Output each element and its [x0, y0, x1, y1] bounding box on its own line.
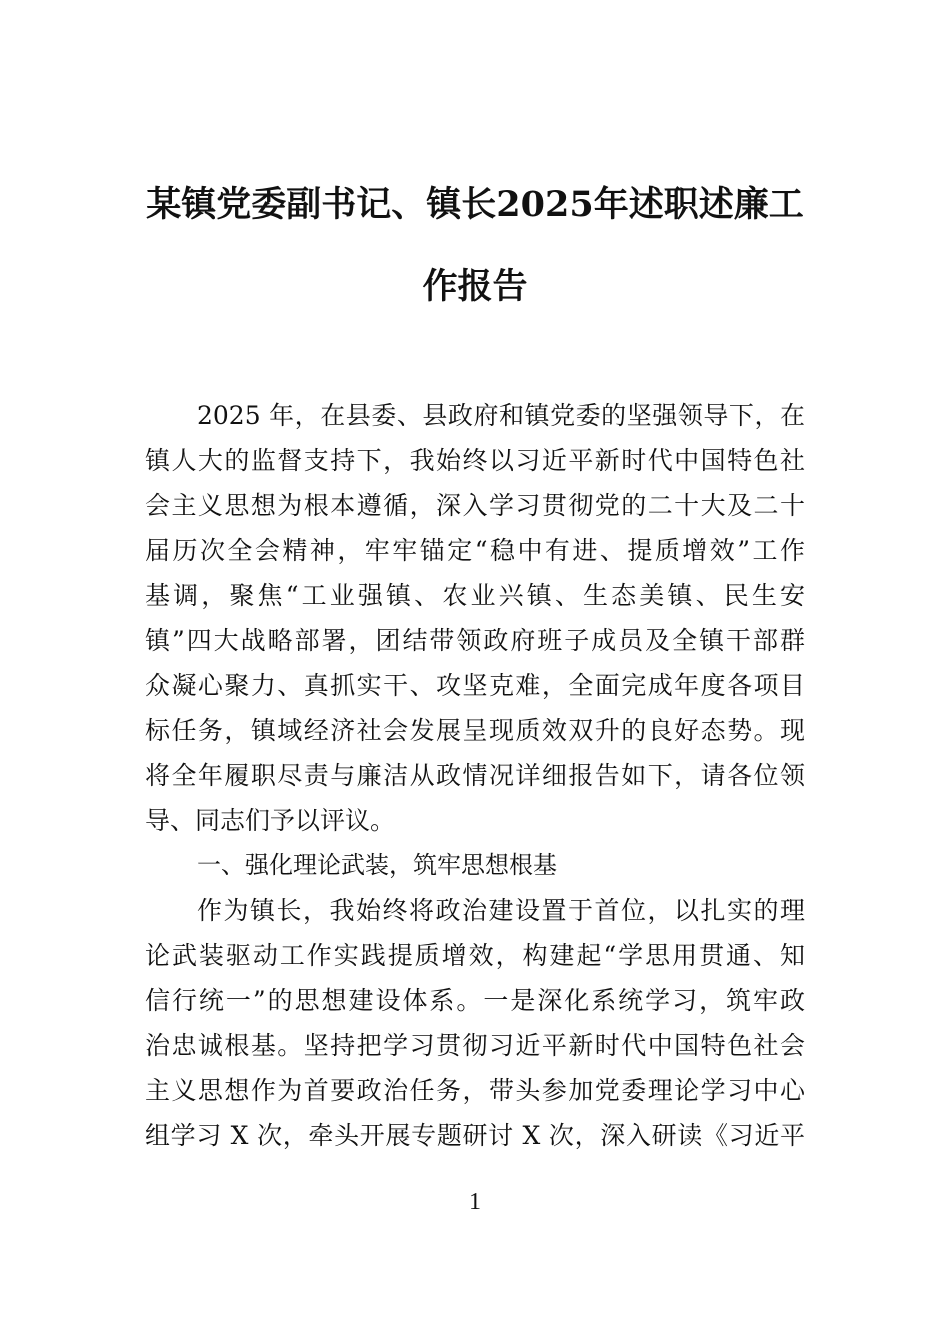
- title-line-1: 某镇党委副书记、镇长2025年述职述廉工: [146, 184, 804, 225]
- text-line: 将全年履职尽责与廉洁从政情况详细报告如下，请各位领: [145, 761, 805, 790]
- text-line: 组学习 X 次，牵头开展专题研讨 X 次，深入研读《习近平: [145, 1121, 805, 1150]
- page-number: 1: [469, 1189, 481, 1215]
- text-line: 治忠诚根基。坚持把学习贯彻习近平新时代中国特色社会: [145, 1031, 805, 1060]
- paragraph-section-1: [145, 888, 805, 1158]
- text-line: 2025 年，在县委、县政府和镇党委的坚强领导下，在: [197, 401, 805, 430]
- title-line-2: 作报告: [422, 266, 528, 307]
- section-heading-text: 一、强化理论武装，筑牢思想根基: [197, 851, 557, 879]
- document-body: [145, 393, 805, 1158]
- text-line: 主义思想作为首要政治任务，带头参加党委理论学习中心: [145, 1076, 805, 1105]
- document-title: [140, 164, 810, 328]
- paragraph-intro: [145, 393, 805, 843]
- text-line: 导、同志们予以评议。: [145, 806, 396, 835]
- section-heading: [145, 843, 805, 888]
- text-line: 信行统一”的思想建设体系。一是深化系统学习，筑牢政: [145, 986, 805, 1015]
- text-line: 镇”四大战略部署，团结带领政府班子成员及全镇干部群: [145, 626, 805, 655]
- text-line: 基调，聚焦“工业强镇、农业兴镇、生态美镇、民生安: [145, 581, 805, 610]
- text-line: 众凝心聚力、真抓实干、攻坚克难，全面完成年度各项目: [145, 671, 805, 700]
- text-line: 届历次全会精神，牢牢锚定“稳中有进、提质增效”工作: [145, 536, 805, 565]
- text-line: 标任务，镇域经济社会发展呈现质效双升的良好态势。现: [145, 716, 805, 745]
- text-line: 论武装驱动工作实践提质增效，构建起“学思用贯通、知: [145, 941, 805, 970]
- text-line: 作为镇长，我始终将政治建设置于首位，以扎实的理: [197, 896, 805, 925]
- text-line: 镇人大的监督支持下，我始终以习近平新时代中国特色社: [145, 446, 805, 475]
- text-line: 会主义思想为根本遵循，深入学习贯彻党的二十大及二十: [145, 491, 805, 520]
